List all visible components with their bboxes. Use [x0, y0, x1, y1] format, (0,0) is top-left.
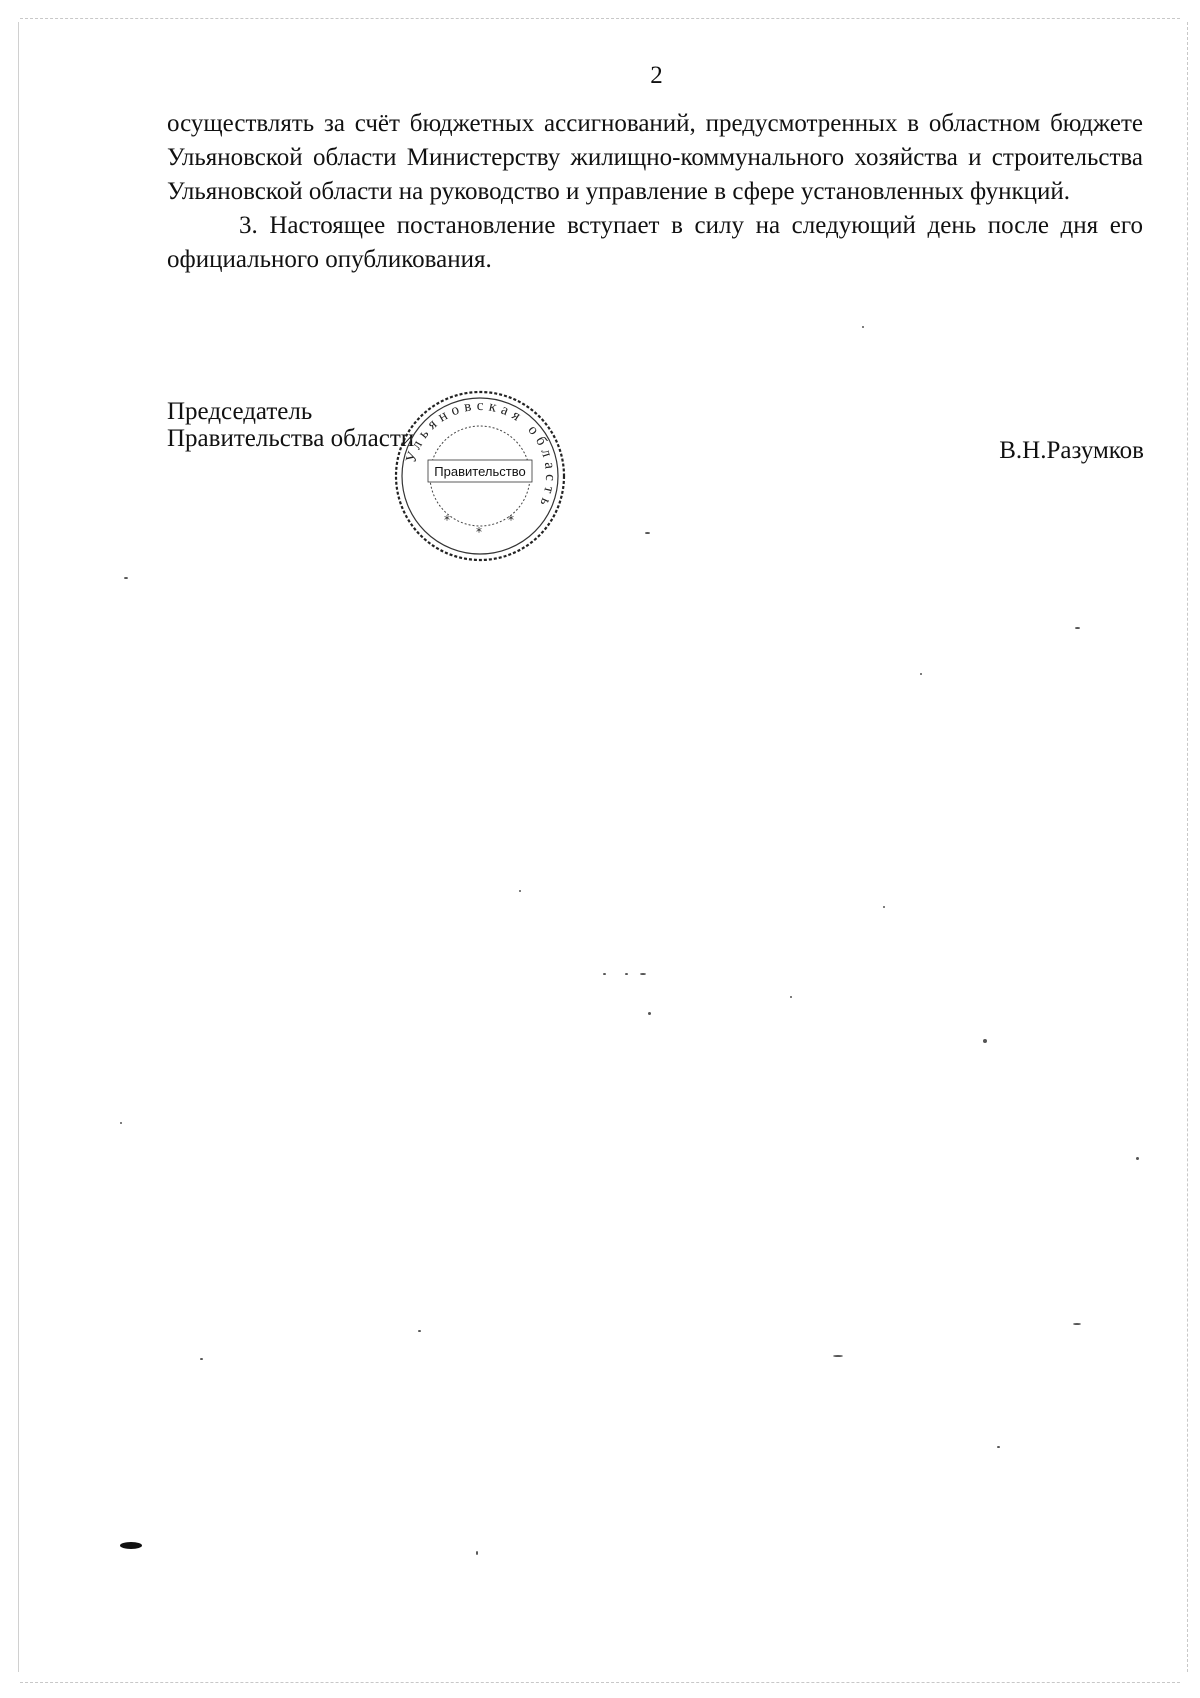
- scan-speck: [790, 996, 792, 998]
- page-number: 2: [650, 62, 663, 89]
- paragraph-continuation: осуществлять за счёт бюджетных ассигнований, предусмотренных в областном бюджете Ульяновской области Министерству жилищно-коммунального хозяйства и строительства Ульяновской области на руководство и управление в сфере установленных функций.: [167, 110, 1143, 205]
- scan-speck: [920, 673, 922, 675]
- seal-star-center-icon: *: [476, 525, 482, 539]
- seal-star-left-icon: *: [444, 513, 450, 527]
- scan-speck: [124, 577, 128, 579]
- scan-speck: [640, 973, 646, 975]
- scan-speck: [862, 326, 864, 328]
- scan-speck: [1075, 627, 1080, 629]
- signatory-title-line2: Правительства области: [167, 425, 415, 452]
- scan-speck: [648, 1012, 651, 1015]
- scan-speck: [120, 1122, 122, 1124]
- scan-border-left: [18, 22, 19, 1672]
- official-seal-stamp: [392, 388, 568, 564]
- scan-speck: [200, 1358, 203, 1360]
- body-text: [167, 107, 1143, 277]
- signatory-title-line1: Председатель: [167, 398, 313, 425]
- scan-speck: [645, 532, 650, 534]
- scan-speck: [418, 1330, 421, 1332]
- scan-speck: [983, 1039, 987, 1043]
- scan-speck: [1136, 1157, 1139, 1160]
- paragraph-item-3: 3. Настоящее постановление вступает в силу на следующий день после дня его официального опубликования.: [167, 212, 1143, 273]
- scan-speck: [519, 890, 521, 892]
- scan-border-top: [20, 18, 1180, 19]
- signature-block: [167, 398, 414, 452]
- scan-speck: [625, 973, 628, 975]
- scan-speck: [120, 1542, 142, 1549]
- scan-speck: [997, 1446, 1000, 1448]
- signatory-name: В.Н.Разумков: [999, 437, 1144, 464]
- scan-border-bottom: [20, 1682, 1180, 1683]
- scan-speck: [883, 906, 885, 908]
- seal-ring-text: Ульяновская область: [403, 397, 559, 513]
- seal-star-right-icon: *: [508, 513, 514, 527]
- scan-border-right: [1187, 22, 1188, 1672]
- scan-speck: [476, 1551, 478, 1555]
- scan-speck: [833, 1355, 843, 1357]
- scan-speck: [1073, 1323, 1081, 1325]
- seal-center-text: Правительство: [434, 464, 526, 479]
- scan-speck: [603, 973, 606, 975]
